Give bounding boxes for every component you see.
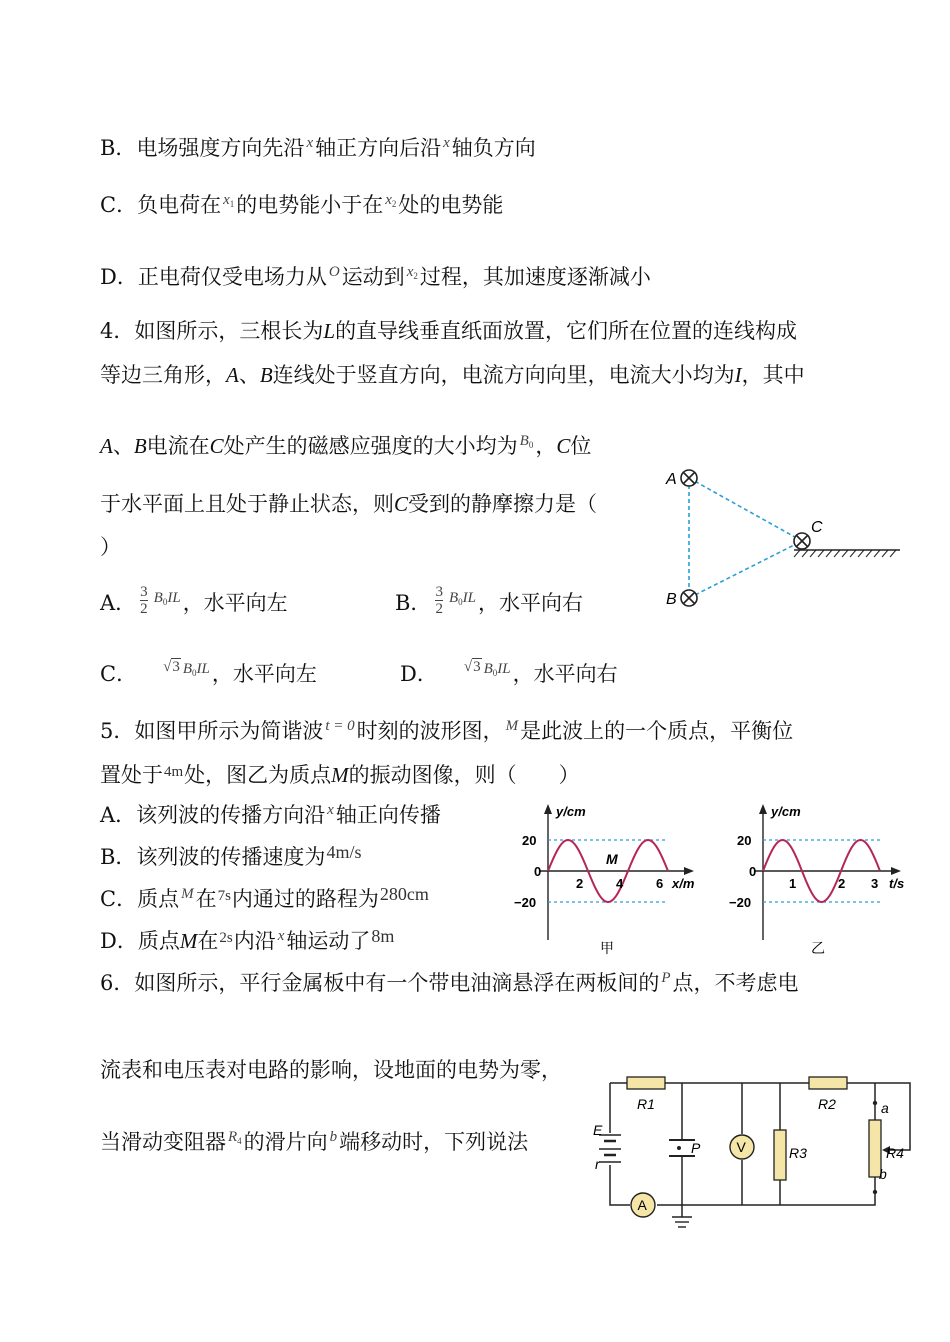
xtick-6: 6 bbox=[656, 876, 664, 891]
label-e: E bbox=[593, 1122, 603, 1138]
y-axis-arrow-icon bbox=[544, 804, 552, 814]
resistor-r1 bbox=[627, 1077, 665, 1089]
wire-bottom bbox=[657, 1177, 875, 1205]
xtick-4: 4 bbox=[616, 876, 624, 891]
label-b: b bbox=[879, 1166, 887, 1182]
q4-option-b: B． $\frac{3}{2}$ $^{B_0IL}$，水平向右 bbox=[395, 584, 583, 617]
q5-option-b: B．该列波的传播速度为4m/s bbox=[100, 842, 362, 869]
terminal-a bbox=[873, 1101, 877, 1105]
q4-line-2: 等边三角形，A、B连线处于竖直方向，电流方向向里，电流大小均为I，其中 bbox=[100, 363, 805, 387]
q6-line-3: 当滑动变阻器 $^{R_4}$的滑片向 $^b$端移动时，下列说法 bbox=[100, 1129, 529, 1154]
q4-line-3: A、B电流在C处产生的磁感应强度的大小均为 $^{B_0}$，C位 bbox=[100, 433, 592, 458]
label-c: C bbox=[811, 519, 823, 536]
battery-icon bbox=[599, 1135, 621, 1162]
q4-line-1: 4．如图所示，三根长为L的直导线垂直纸面放置，它们所在位置的连线构成 bbox=[100, 319, 798, 343]
x-axis-arrow-icon bbox=[891, 867, 901, 875]
xtick-2: 2 bbox=[838, 876, 846, 891]
x-label: x/m bbox=[672, 876, 695, 891]
y-label: y/cm bbox=[556, 804, 586, 819]
q3-option-d: D．正电荷仅受电场力从 $^O$运动到 $^{x_2}$过程，其加速度逐渐减小 bbox=[100, 264, 651, 289]
ammeter-icon bbox=[631, 1193, 655, 1217]
ytick-neg20: −20 bbox=[729, 895, 752, 910]
q4-option-d: D． $^{√3}$ $^{B_0IL}$，水平向右 bbox=[400, 659, 618, 686]
fraction: $\frac{3}{2}$ bbox=[140, 584, 148, 617]
label-r: r bbox=[595, 1156, 600, 1172]
ground-icon bbox=[672, 1217, 692, 1227]
q4-option-c: C． $^{√3}$ $^{B_0IL}$，水平向左 bbox=[100, 659, 317, 686]
square-root: √3 bbox=[163, 659, 180, 675]
caption-yi: 乙 bbox=[811, 940, 825, 956]
label-r1: R1 bbox=[637, 1096, 655, 1112]
q6-line-1: 6．如图所示，平行金属板中有一个带电油滴悬浮在两板间的 $^P$点，不考虑电 bbox=[100, 970, 799, 995]
xtick-2: 2 bbox=[576, 876, 584, 891]
wave-graph-jia bbox=[500, 800, 710, 960]
label-r2: R2 bbox=[818, 1096, 836, 1112]
ytick-20: 20 bbox=[737, 833, 752, 848]
terminal-b bbox=[873, 1190, 877, 1194]
label-r3: R3 bbox=[789, 1145, 807, 1161]
wire-b-icon bbox=[681, 590, 697, 606]
resistor-r3 bbox=[774, 1130, 786, 1180]
xtick-3: 3 bbox=[871, 876, 879, 891]
svg-text:V: V bbox=[736, 1139, 746, 1155]
label-a: a bbox=[881, 1100, 889, 1116]
ytick-0: 0 bbox=[534, 864, 542, 879]
ytick-neg20: −20 bbox=[514, 895, 537, 910]
caption-jia: 甲 bbox=[600, 940, 614, 956]
xtick-1: 1 bbox=[789, 876, 797, 891]
ac-dashed-line bbox=[689, 478, 802, 541]
label-p: P bbox=[691, 1140, 701, 1156]
q4-option-a: A． $\frac{3}{2}$ $^{B_0IL}$，水平向左 bbox=[100, 584, 288, 617]
q3-option-c: C．负电荷在 $^{x_1}$的电势能小于在 $^{x_2}$处的电势能 bbox=[100, 192, 504, 217]
q5-option-d: D．质点M在$^{2s}$内沿 $^x$轴运动了8m bbox=[100, 926, 395, 953]
wire-c-icon bbox=[794, 533, 810, 549]
y-label: y/cm bbox=[771, 804, 801, 819]
circuit-diagram bbox=[585, 1065, 925, 1235]
label-r4: R4 bbox=[886, 1145, 904, 1161]
oil-drop-icon bbox=[677, 1146, 681, 1150]
y-axis-arrow-icon bbox=[759, 804, 767, 814]
q5-line-1: 5．如图甲所示为简谐波 $^{t = 0}$时刻的波形图， $^M$是此波上的一个质点，平衡位 bbox=[100, 718, 794, 743]
x-label: t/s bbox=[889, 876, 905, 891]
wire-left-lower bbox=[610, 1165, 630, 1205]
label-a: A bbox=[666, 471, 677, 488]
ground-hatch bbox=[794, 550, 896, 557]
square-root: √3 bbox=[463, 659, 481, 675]
q6-line-2: 流表和电压表对电路的影响，设地面的电势为零， bbox=[100, 1058, 562, 1082]
q3-option-b: B．电场强度方向先沿 $^x$轴正方向后沿 $^x$轴负方向 bbox=[100, 135, 536, 160]
fraction: $\frac{3}{2}$ bbox=[435, 584, 443, 617]
voltmeter-icon bbox=[730, 1135, 754, 1159]
label-b: B bbox=[666, 591, 677, 608]
q4-line-5: ） bbox=[100, 535, 121, 559]
svg-text:A: A bbox=[637, 1197, 647, 1213]
wire-a-icon bbox=[681, 470, 697, 486]
bc-dashed-line bbox=[689, 541, 802, 598]
q4-line-4: 于水平面上且处于静止状态，则C受到的静摩擦力是（ bbox=[100, 492, 598, 516]
ytick-0: 0 bbox=[749, 864, 757, 879]
q5-line-2: 置处于$^{4m}$处，图乙为质点M的振动图像，则（ ） bbox=[100, 763, 580, 787]
q5-option-a: A．该列波的传播方向沿 $^x$轴正向传播 bbox=[100, 802, 441, 827]
ytick-20: 20 bbox=[522, 833, 537, 848]
triangle-current-figure bbox=[660, 460, 910, 615]
resistor-r2 bbox=[809, 1077, 847, 1089]
q5-option-c: C．质点 $^M$在$^{7s}$内通过的路程为280cm bbox=[100, 884, 429, 911]
point-m-label: M bbox=[606, 851, 618, 867]
x-axis-arrow-icon bbox=[684, 867, 694, 875]
vibration-graph-yi bbox=[725, 800, 935, 960]
